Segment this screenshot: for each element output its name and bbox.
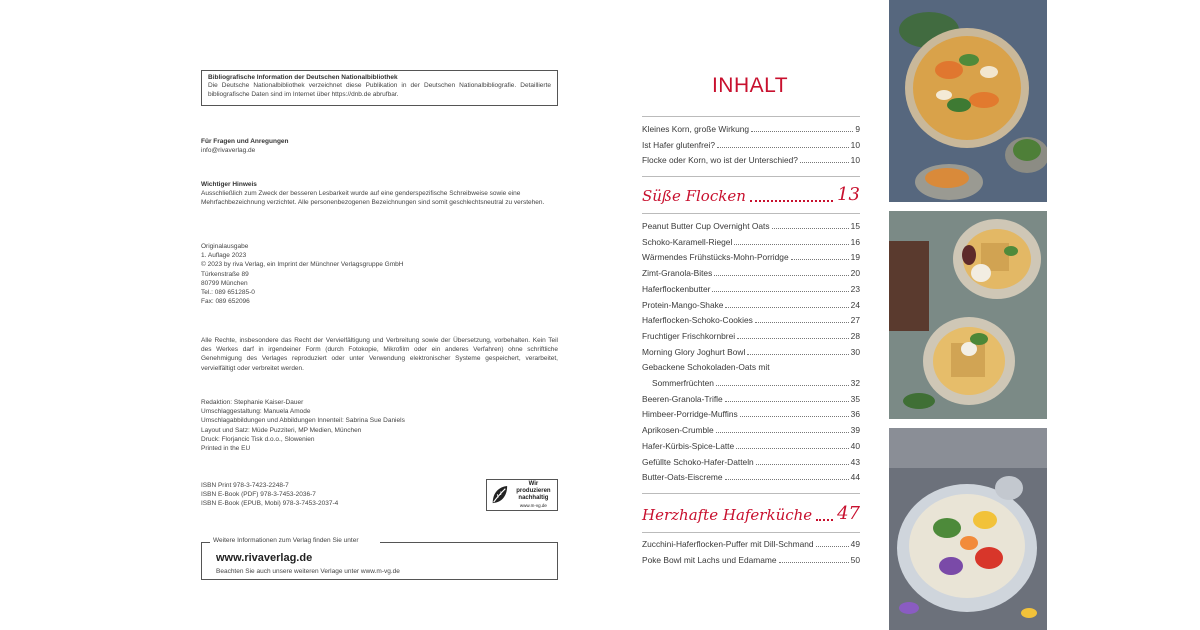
toc-entry-label: Haferflockenbutter bbox=[642, 283, 711, 294]
toc-leader-dots bbox=[716, 432, 849, 433]
toc-entry[interactable] bbox=[642, 472, 860, 482]
toc-entry-label: Aprikosen-Crumble bbox=[642, 425, 714, 436]
box-border bbox=[202, 542, 210, 543]
toc-entry[interactable] bbox=[642, 394, 860, 404]
toc-entry[interactable] bbox=[642, 124, 860, 134]
toc-leader-dots bbox=[755, 322, 849, 323]
imprint-line: Fax: 089 652096 bbox=[201, 298, 250, 306]
toc-leader-dots bbox=[725, 479, 849, 480]
toc-divider bbox=[642, 176, 860, 177]
toc-entry-label: Haferflocken-Schoko-Cookies bbox=[642, 315, 753, 326]
toc-entry-page: 19 bbox=[850, 252, 860, 263]
toc-entry-label: Gebackene Schokoladen-Oats mit bbox=[642, 362, 770, 373]
toc-entry-label: Protein-Mango-Shake bbox=[642, 299, 724, 310]
credit-line: Umschlaggestaltung: Manuela Amode bbox=[201, 408, 311, 416]
toc-entry[interactable] bbox=[642, 457, 860, 467]
toc-leader-dots bbox=[750, 200, 833, 202]
publisher-url-link[interactable]: www.rivaverlag.de bbox=[216, 552, 313, 564]
section-heading-page: 13 bbox=[837, 184, 860, 205]
imprint-line: Originalausgabe bbox=[201, 243, 249, 250]
isbn-line: ISBN Print 978-3-7423-2248-7 bbox=[201, 482, 289, 489]
toc-entry-page: 28 bbox=[850, 330, 860, 341]
toc-entry[interactable] bbox=[652, 378, 860, 388]
section-heading-label: Herzhafte Haferküche bbox=[642, 506, 813, 524]
photo-poke-bowl bbox=[889, 428, 1047, 630]
toc-entry-page: 20 bbox=[850, 268, 860, 279]
toc-divider bbox=[642, 213, 860, 214]
toc-entry-page: 44 bbox=[850, 472, 860, 483]
toc-leader-dots bbox=[734, 244, 848, 245]
notice-text: Ausschließlich zum Zweck der besseren Lesbarkeit wurde auf eine genderspezifische Schreibweise sowie eine Mehrfachbezeichnung verzichtet. Alle personenbezogenen Bezeichnungen sind somit geschlechtsneutral zu verstehen. bbox=[201, 190, 545, 207]
toc-leader-dots bbox=[736, 448, 849, 449]
toc-entry-page: 36 bbox=[850, 409, 860, 420]
toc-leader-dots bbox=[751, 131, 853, 132]
toc-entry-page: 9 bbox=[855, 124, 860, 134]
sustainability-text bbox=[513, 481, 554, 509]
toc-entry[interactable] bbox=[642, 221, 860, 231]
toc-entry-label: Himbeer-Porridge-Muffins bbox=[642, 409, 738, 420]
toc-leader-dots bbox=[772, 228, 849, 229]
toc-entry-page: 32 bbox=[850, 378, 860, 388]
isbn-line: ISBN E-Book (EPUB, Mobi) 978-3-7453-2037-4 bbox=[201, 500, 339, 508]
toc-entry-label: Wärmendes Frühstücks-Mohn-Porridge bbox=[642, 252, 789, 263]
toc-entry-page: 24 bbox=[850, 299, 860, 310]
toc-entry[interactable] bbox=[642, 539, 860, 549]
toc-entry-label: Butter-Oats-Eiscreme bbox=[642, 472, 723, 483]
toc-divider bbox=[642, 116, 860, 117]
sustainability-line-1: Wir produzieren bbox=[516, 481, 551, 494]
toc-entry-label: Schoko-Karamell-Riegel bbox=[642, 236, 733, 247]
section-heading-page: 47 bbox=[837, 503, 860, 524]
toc-leader-dots bbox=[717, 147, 849, 148]
credit-line: Umschlagabbildungen und Abbildungen Innenteil: Sabrina Sue Daniels bbox=[201, 417, 405, 425]
toc-entry-label: Flocke oder Korn, wo ist der Unterschied? bbox=[642, 155, 798, 166]
bibliographic-info-text: Die Deutsche Nationalbibliothek verzeichnet diese Publikation in der Deutschen Nationalbibliografie. Detaillierte bibliografische Daten sind im Internet über https://dnb.de abrufbar. bbox=[208, 82, 551, 98]
toc-entry-page: 15 bbox=[850, 221, 860, 231]
toc-entry-page: 39 bbox=[850, 425, 860, 436]
imprint-line: Türkenstraße 89 bbox=[201, 270, 249, 278]
imprint-line: 80799 München bbox=[201, 279, 248, 287]
toc-entry-page: 50 bbox=[850, 554, 860, 565]
poke-bowl-image bbox=[889, 428, 1047, 630]
imprint-line: Tel.: 089 651285-0 bbox=[201, 289, 255, 297]
toc-entry-page: 23 bbox=[850, 283, 860, 294]
contact-email: info@rivaverlag.de bbox=[201, 147, 256, 155]
toc-entry-page: 10 bbox=[850, 139, 860, 150]
publisher-info-footer: Beachten Sie auch unsere weiteren Verlage unter www.m-vg.de bbox=[216, 568, 400, 575]
sustainability-badge bbox=[486, 479, 558, 511]
toc-entry-label: Morning Glory Joghurt Bowl bbox=[642, 346, 746, 357]
publisher-info-box bbox=[201, 537, 558, 580]
photo-tart bbox=[889, 0, 1047, 202]
leaf-icon bbox=[490, 483, 510, 507]
toc-entry-label: Peanut Butter Cup Overnight Oats bbox=[642, 221, 770, 231]
toc-entry-label: Zimt-Granola-Bites bbox=[642, 268, 713, 279]
toc-entry[interactable] bbox=[642, 140, 860, 150]
toc-leader-dots bbox=[714, 275, 848, 276]
credit-line: Redaktion: Stephanie Kaiser-Dauer bbox=[201, 399, 304, 406]
toc-leader-dots bbox=[725, 401, 849, 402]
toc-entry[interactable] bbox=[642, 315, 860, 325]
toc-title: INHALT bbox=[711, 74, 789, 97]
toc-entry-page: 10 bbox=[850, 155, 860, 166]
toc-entry-label: Hafer-Kürbis-Spice-Latte bbox=[642, 440, 735, 451]
toc-entry[interactable] bbox=[642, 555, 860, 565]
toc-leader-dots bbox=[712, 291, 848, 292]
toc-entry-label: Gefüllte Schoko-Hafer-Datteln bbox=[642, 456, 754, 467]
toc-leader-dots bbox=[779, 562, 849, 563]
section-heading-savory[interactable] bbox=[642, 503, 860, 524]
toc-leader-dots bbox=[800, 162, 849, 163]
toc-divider bbox=[642, 493, 860, 494]
toc-entry-page: 35 bbox=[850, 393, 860, 404]
toc-entry[interactable] bbox=[642, 252, 860, 262]
rights-block: Alle Rechte, insbesondere das Recht der Vervielfältigung und Verbreitung sowie der Übersetzung, vorbehalten. Kein Teil des Werkes darf in irgendeiner Form (durch Fotokopie, Mikrofilm oder ein anderes Verfahren) ohne schriftliche Genehmigung des Verlages reproduziert oder unter Verwendung elektronischer Systeme gespeichert, verarbeitet, vervielfältigt oder verbreitet werden. bbox=[201, 337, 558, 372]
credits-block bbox=[201, 398, 558, 453]
section-heading-label: Süße Flocken bbox=[642, 187, 746, 205]
toc-leader-dots bbox=[816, 519, 833, 521]
box-border bbox=[380, 542, 557, 543]
imprint-line: 1. Auflage 2023 bbox=[201, 252, 247, 260]
toc-entry-page: 49 bbox=[850, 539, 860, 549]
toc-entry[interactable] bbox=[642, 268, 860, 278]
imprint-block bbox=[201, 242, 558, 306]
credit-line: Druck: Florjancic Tisk d.o.o., Slowenien bbox=[201, 435, 315, 443]
credit-line: Printed in the EU bbox=[201, 445, 251, 453]
credit-line: Layout und Satz: Müde Puzziteri, MP Medien, München bbox=[201, 426, 362, 434]
contact-title: Für Fragen und Anregungen bbox=[201, 138, 289, 145]
toc-leader-dots bbox=[737, 338, 849, 339]
contact-block bbox=[201, 137, 558, 155]
isbn-line: ISBN E-Book (PDF) 978-3-7453-2036-7 bbox=[201, 491, 316, 499]
toc-entry[interactable] bbox=[642, 441, 860, 451]
toc-entry-page: 30 bbox=[850, 346, 860, 357]
sustainability-line-2: nachhaltig bbox=[518, 495, 549, 501]
toc-leader-dots bbox=[747, 354, 848, 355]
toc-entry[interactable] bbox=[642, 155, 860, 165]
toc-entry-label: Zucchini-Haferflocken-Puffer mit Dill-Schmand bbox=[642, 539, 814, 549]
toc-entry[interactable] bbox=[642, 237, 860, 247]
toc-leader-dots bbox=[791, 259, 849, 260]
bibliographic-info-box bbox=[201, 70, 558, 106]
toc-entry[interactable] bbox=[642, 362, 860, 372]
toc-entry[interactable] bbox=[642, 347, 860, 357]
section-heading-sweet[interactable] bbox=[642, 184, 860, 205]
sustainability-url: www.m-vg.de bbox=[519, 503, 547, 508]
waffles-image bbox=[889, 211, 1047, 419]
toc-entry[interactable] bbox=[642, 331, 860, 341]
toc-entry-label: Fruchtiger Frischkornbrei bbox=[642, 330, 736, 341]
toc-leader-dots bbox=[740, 416, 849, 417]
bibliographic-info-title: Bibliografische Information der Deutschen Nationalbibliothek bbox=[208, 74, 398, 81]
photo-waffles bbox=[889, 211, 1047, 419]
toc-entry[interactable] bbox=[642, 300, 860, 310]
tart-image bbox=[889, 0, 1047, 202]
toc-entry-label: Beeren-Granola-Trifle bbox=[642, 393, 723, 404]
toc-leader-dots bbox=[716, 385, 849, 386]
toc-entry[interactable] bbox=[642, 284, 860, 294]
notice-block bbox=[201, 180, 558, 208]
toc-leader-dots bbox=[816, 546, 849, 547]
toc-divider bbox=[642, 532, 860, 533]
toc-entry-page: 43 bbox=[850, 456, 860, 467]
toc-leader-dots bbox=[756, 464, 849, 465]
toc-entry-label: Ist Hafer glutenfrei? bbox=[642, 139, 716, 150]
isbn-block bbox=[201, 481, 471, 509]
toc-entry[interactable] bbox=[642, 425, 860, 435]
publisher-info-heading: Weitere Informationen zum Verlag finden Sie unter bbox=[213, 537, 359, 544]
toc-entry-page: 40 bbox=[850, 440, 860, 451]
imprint-line: © 2023 by riva Verlag, ein Imprint der Münchner Verlagsgruppe GmbH bbox=[201, 261, 404, 269]
toc-entry[interactable] bbox=[642, 409, 860, 419]
toc-entry-page: 16 bbox=[850, 236, 860, 247]
toc-entry-label: Kleines Korn, große Wirkung bbox=[642, 124, 750, 134]
toc-entry-label: Sommerfrüchten bbox=[652, 378, 714, 388]
toc-entry-label: Poke Bowl mit Lachs und Edamame bbox=[642, 554, 777, 565]
toc-entry-page: 27 bbox=[850, 315, 860, 326]
notice-title: Wichtiger Hinweis bbox=[201, 181, 257, 188]
toc-leader-dots bbox=[725, 307, 848, 308]
